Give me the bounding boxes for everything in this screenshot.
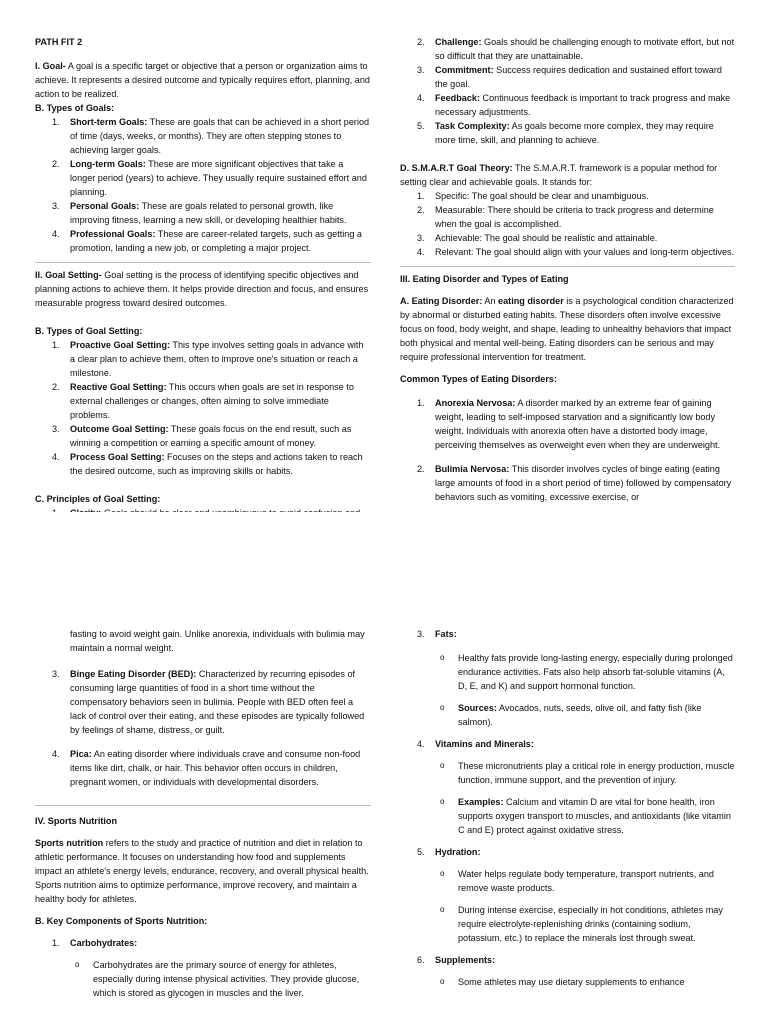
list-item: 4. Feedback: Continuous feedback is important to track progress and make necessary adjustments. [417,93,731,117]
page-1-right-column [400,35,735,510]
circle-bullet-icon: o [440,653,445,662]
circle-bullet-icon: o [440,869,445,878]
list-item: 1. Proactive Goal Setting: This type involves setting goals in advance with a clear plan to achieve them, often to improve one's situation or reach a milestone. [52,340,364,378]
supplements-item: 6. Supplements: [417,955,496,965]
fats-bullet: o Healthy fats provide long-lasting energy, especially during prolonged endurance activities. Fats also help absorb fat-soluble vitamins (A, D, E, and K) and support hormonal function. [440,653,733,691]
bulimia-continued: fasting to avoid weight gain. Unlike anorexia, individuals with bulimia may maintain a normal weight. [70,629,365,653]
section-divider [35,805,371,806]
list-item: 4. Relevant: The goal should align with your values and long-term objectives. [417,247,735,257]
list-item: 3. Achievable: The goal should be realistic and attainable. [417,233,658,243]
types-of-goals-list [35,115,371,255]
page-2-left-column [35,627,371,1012]
list-item: 2. Measurable: There should be criteria to track progress and determine when the goal is accomplished. [417,205,714,229]
hydration-item: 5. Hydration: [417,847,481,857]
circle-bullet-icon: o [440,703,445,712]
common-types-heading: Common Types of Eating Disorders: [400,374,557,384]
list-item: 3. Personal Goals: These are goals related to personal growth, like improving fitness, learning a new skill, or developing healthier habits. [52,201,347,225]
principles-list-continued [400,35,735,147]
list-item: 2. Bulimia Nervosa: This disorder involves cycles of binge eating (eating large amounts of food in a short period of time) followed by compensatory behaviors such as vomiting, excessive exercise, or [417,464,732,502]
section-divider [35,262,371,263]
list-item: 4. Process Goal Setting: Focuses on the steps and actions taken to reach the desired outcome, such as improving skills or habits. [52,452,363,476]
goal-setting-label: II. Goal Setting- [35,270,102,280]
circle-bullet-icon: o [440,797,445,806]
section-divider [400,266,735,267]
fats-item: 3. Fats: [417,629,457,639]
page-1-left-column [35,35,371,510]
goal-setting-text: Goal setting is the process of identifying specific objectives and planning actions to achieve them. It helps provide direction and focus, and ensures measurable progress toward desired outcomes. [35,270,369,308]
goal-setting-definition [35,268,371,310]
eating-disorder-definition: A. Eating Disorder: An eating disorder is a psychological condition characterized by abnormal or disturbed eating habits. These disorders often involve excessive focus on food, body weight, and shape, leading to unhealthy behaviors that impact both physical and mental well-being. Eating disorders can be serious and may require professional intervention for treatment. [400,296,734,362]
eating-disorders-list [400,396,735,452]
smart-theory-label: D. S.M.A.R.T Goal Theory: [400,163,513,173]
list-item: 2. Long-term Goals: These are more significant objectives that take a longer period (years) to achieve. They usually require sustained effort and planning. [52,159,367,197]
list-item: 2. Challenge: Goals should be challenging enough to motivate effort, but not so difficult that they are unattainable. [417,37,735,61]
smart-theory-text: The S.M.A.R.T. framework is a popular method for setting clear and achievable goals. It stands for: [400,163,718,187]
types-of-goal-setting-heading: B. Types of Goal Setting: [35,326,143,336]
carbohydrates-bullet: o Carbohydrates are the primary source of energy for athletes, especially during intense physical activities. They provide glucose, which is stored as glycogen in muscles and the liver. [75,960,360,998]
types-of-goals-heading: B. Types of Goals: [35,103,115,113]
hydration-bullet-2: o During intense exercise, especially in hot conditions, athletes may require electrolyte-replenishing drinks (containing sodium, potassium, etc.) to replace the minerals lost through sweat. [440,905,723,943]
list-item: 3. Commitment: Success requires dedication and sustained effort toward the goal. [417,65,722,89]
list-item: 1. Specific: The goal should be clear and unambiguous. [417,191,649,201]
circle-bullet-icon: o [440,977,445,986]
sports-nutrition-definition: Sports nutrition refers to the study and practice of nutrition and diet in relation to athletic performance. It focuses on understanding how food and supplements impact an athlete's energy levels, endurance, recovery, and overall physical health. Sports nutrition aims to optimize performance, improve recovery, and maintain a healthy body for athletes. [35,838,369,904]
list-item: 1. Short-term Goals: These are goals that can be achieved in a short period of time (days, weeks, or months). They are often stepping stones to achieving larger goals. [52,117,370,155]
goal-definition [35,59,371,101]
circle-bullet-icon: o [440,761,445,770]
vitamins-bullet: o These micronutrients play a critical role in energy production, muscle function, immune support, and the prevention of injury. [440,761,735,785]
eating-disorders-list-continued [35,667,371,737]
smart-theory-definition [400,161,735,189]
circle-bullet-icon: o [440,905,445,914]
list-item: 3. Binge Eating Disorder (BED): Characterized by recurring episodes of consuming large quantities of food in a short time without the compensatory behaviors seen in bulimia. People with BED often feel a lack of control over their eating, and these episodes are typically followed by feelings of shame, distress, or guilt. [52,669,365,735]
list-item: 2. Reactive Goal Setting: This occurs when goals are set in response to external challenges or changes, often aiming to solve immediate problems. [52,382,354,420]
key-components-heading: B. Key Components of Sports Nutrition: [35,916,208,926]
list-item: 5. Task Complexity: As goals become more complex, they may require more time, skill, and planning to achieve. [417,121,714,145]
supplements-bullet: o Some athletes may use dietary supplements to enhance [440,977,685,987]
vitamins-examples-bullet: o Examples: Calcium and vitamin D are vital for bone health, iron supports oxygen transport to muscles, and antioxidants (like vitamin C and E) protect against oxidative stress. [440,797,731,835]
sports-nutrition-heading: IV. Sports Nutrition [35,816,118,826]
eating-disorder-heading: III. Eating Disorder and Types of Eating [400,274,569,284]
hydration-bullet: o Water helps regulate body temperature, transport nutrients, and remove waste products. [440,869,714,893]
principles-heading: C. Principles of Goal Setting: [35,494,161,504]
list-item: 4. Pica: An eating disorder where individuals crave and consume non-food items like dirt, chalk, or hair. This behavior often occurs in children, pregnant women, or individuals with developmental disorders. [52,749,361,787]
page-2-right-column [400,627,735,1012]
list-item: 1. Anorexia Nervosa: A disorder marked by an extreme fear of gaining weight, leading to self-imposed starvation and a significantly low body weight. Individuals with anorexia often have a distorted body image, perceiving themselves as overweight even when they are underweight. [417,398,721,450]
eating-disorders-list-2 [400,462,735,504]
goal-label: I. Goal- [35,61,66,71]
fats-sources-bullet: o Sources: Avocados, nuts, seeds, olive oil, and fatty fish (like salmon). [440,703,702,727]
carbohydrates-item: 1. Carbohydrates: [52,938,138,948]
document-title: PATH FIT 2 [35,37,83,47]
goal-text: A goal is a specific target or objective that a person or organization aims to achieve. It represents a desired outcome and typically requires effort, planning, and action to be realized. [35,61,370,99]
list-item: 3. Outcome Goal Setting: These goals focus on the end result, such as winning a competition or earning a specific amount of money. [52,424,352,448]
types-of-goal-setting-list [35,338,371,478]
list-item: 4. Professional Goals: These are career-related targets, such as getting a promotion, landing a new job, or completing a major project. [52,229,362,253]
smart-list [400,189,735,259]
vitamins-item: 4. Vitamins and Minerals: [417,739,534,749]
circle-bullet-icon: o [75,960,80,969]
eating-disorders-list-continued-2 [35,747,371,789]
